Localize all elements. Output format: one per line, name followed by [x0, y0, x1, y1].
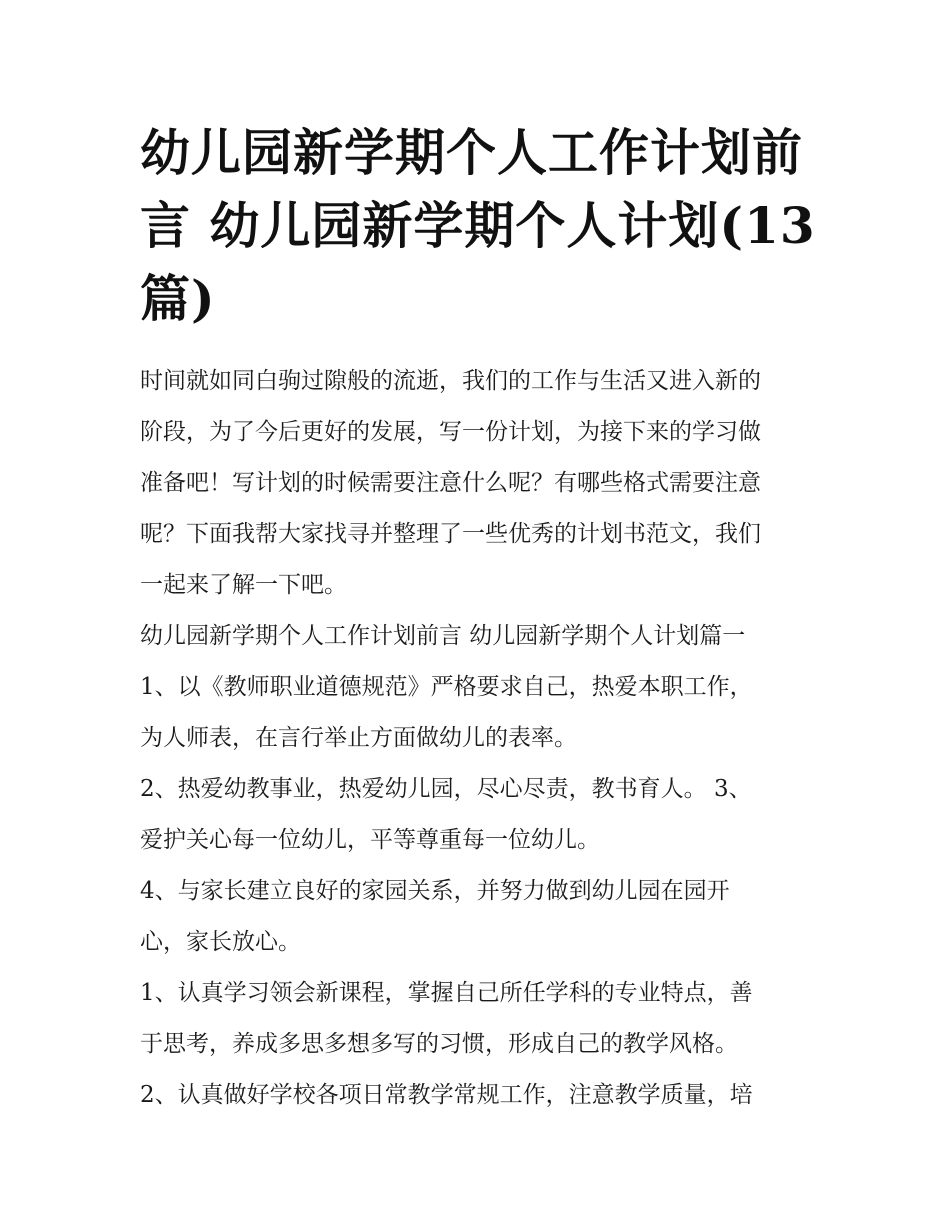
body-line: 呢？下面我帮大家找寻并整理了一些优秀的计划书范文，我们 — [140, 521, 761, 547]
body-line: 于思考，养成多思多想多写的习惯，形成自己的教学风格。 — [140, 1031, 738, 1057]
title-line: 言 幼儿园新学期个人计划(13 — [140, 196, 816, 255]
document-body — [140, 356, 830, 1121]
body-line: 心，家长放心。 — [140, 929, 301, 955]
body-line: 准备吧！写计划的时候需要注意什么呢？有哪些格式需要注意 — [140, 470, 761, 496]
title-line: 幼儿园新学期个人工作计划前 — [140, 123, 803, 182]
body-line: 2、热爱幼教事业，热爱幼儿园，尽心尽责，教书育人。 3、 — [140, 776, 752, 802]
body-line: 一起来了解一下吧。 — [140, 572, 347, 598]
body-line: 1、认真学习领会新课程，掌握自己所任学科的专业特点，善 — [140, 980, 753, 1006]
body-line: 4、与家长建立良好的家园关系，并努力做到幼儿园在园开 — [140, 878, 730, 904]
body-line: 1、以《教师职业道德规范》严格要求自己，热爱本职工作， — [140, 674, 753, 700]
document-title — [140, 116, 816, 335]
body-line: 2、认真做好学校各项日常教学常规工作，注意教学质量，培 — [140, 1082, 753, 1108]
body-line: 阶段，为了今后更好的发展，写一份计划，为接下来的学习做 — [140, 419, 761, 445]
title-line: 篇) — [140, 269, 216, 328]
body-line: 为人师表，在言行举止方面做幼儿的表率。 — [140, 725, 577, 751]
body-line: 时间就如同白驹过隙般的流逝，我们的工作与生活又进入新的 — [140, 368, 761, 394]
section-heading: 幼儿园新学期个人工作计划前言 幼儿园新学期个人计划篇一 — [140, 623, 746, 649]
body-line: 爱护关心每一位幼儿，平等尊重每一位幼儿。 — [140, 827, 600, 853]
